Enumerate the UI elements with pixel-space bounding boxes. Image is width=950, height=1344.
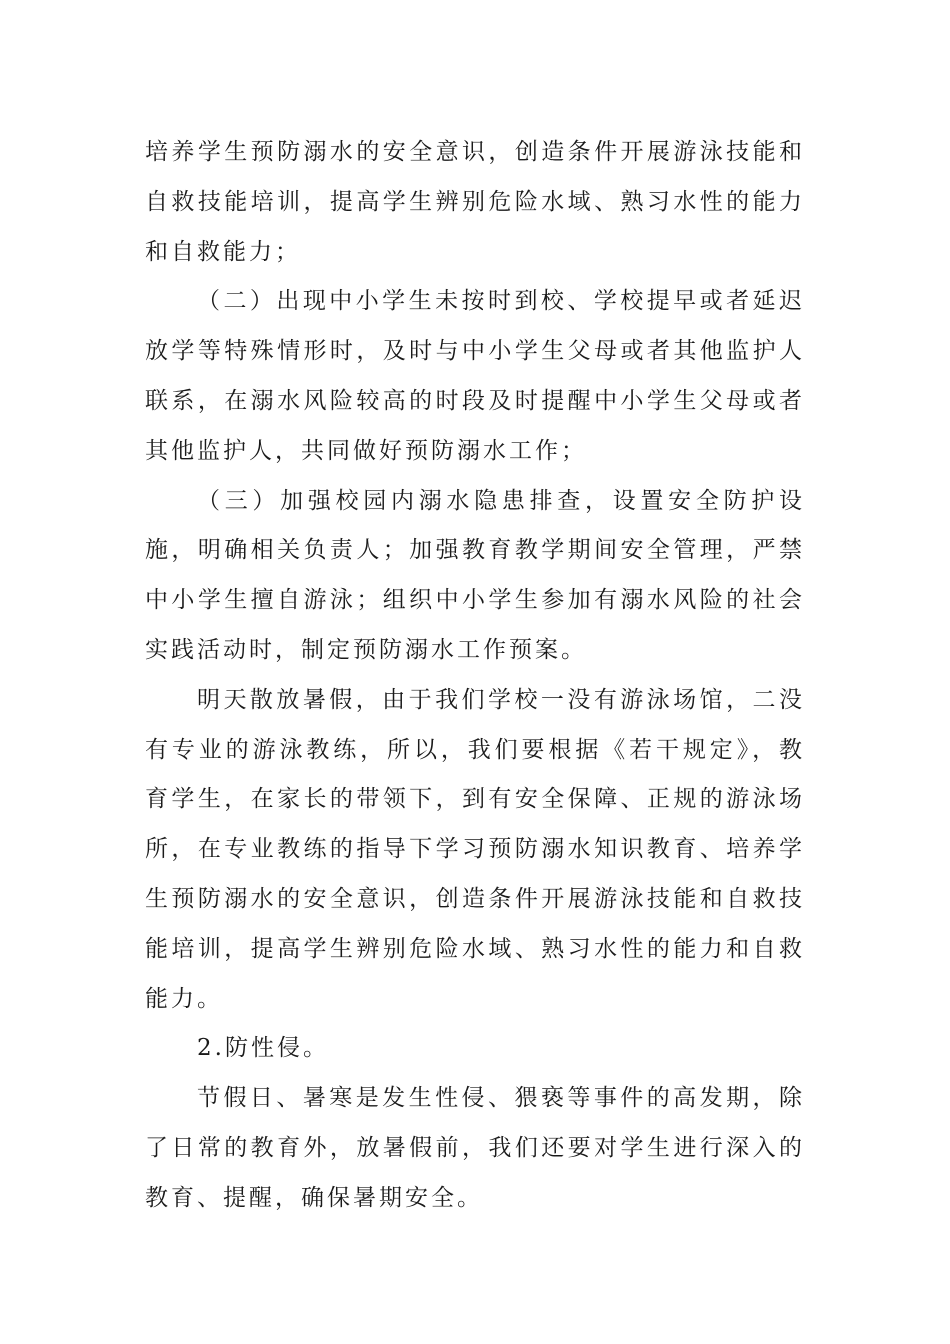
paragraph-item-two: （二）出现中小学生未按时到校、学校提早或者延迟放学等特殊情形时，及时与中小学生父母或者其他监护人联系，在溺水风险较高的时段及时提醒中小学生父母或者其他监护人，共同做好预防溺水工作； [145, 288, 805, 464]
paragraph-continuation: 培养学生预防溺水的安全意识，创造条件开展游泳技能和自救技能培训，提高学生辨别危险水域、熟习水性的能力和自救能力； [145, 139, 805, 265]
document-body [145, 128, 805, 1224]
paragraph-summer-swimming: 明天散放暑假，由于我们学校一没有游泳场馆，二没有专业的游泳教练，所以，我们要根据《若干规定》，教育学生，在家长的带领下，到有安全保障、正规的游泳场所，在专业教练的指导下学习预防溺水知识教育、培养学生预防溺水的安全意识，创造条件开展游泳技能和自救技能培训，提高学生辨别危险水域、熟习水性的能力和自救能力。 [145, 686, 805, 1012]
section-heading-anti-assault: 2.防性侵。 [197, 1035, 329, 1062]
paragraph-item-three: （三）加强校园内溺水隐患排查，设置安全防护设施，明确相关负责人；加强教育教学期间安全管理，严禁中小学生擅自游泳；组织中小学生参加有溺水风险的社会实践活动时，制定预防溺水工作预案。 [145, 487, 805, 663]
paragraph-anti-assault: 节假日、暑寒是发生性侵、猥亵等事件的高发期，除了日常的教育外，放暑假前，我们还要对学生进行深入的教育、提醒，确保暑期安全。 [145, 1085, 805, 1211]
